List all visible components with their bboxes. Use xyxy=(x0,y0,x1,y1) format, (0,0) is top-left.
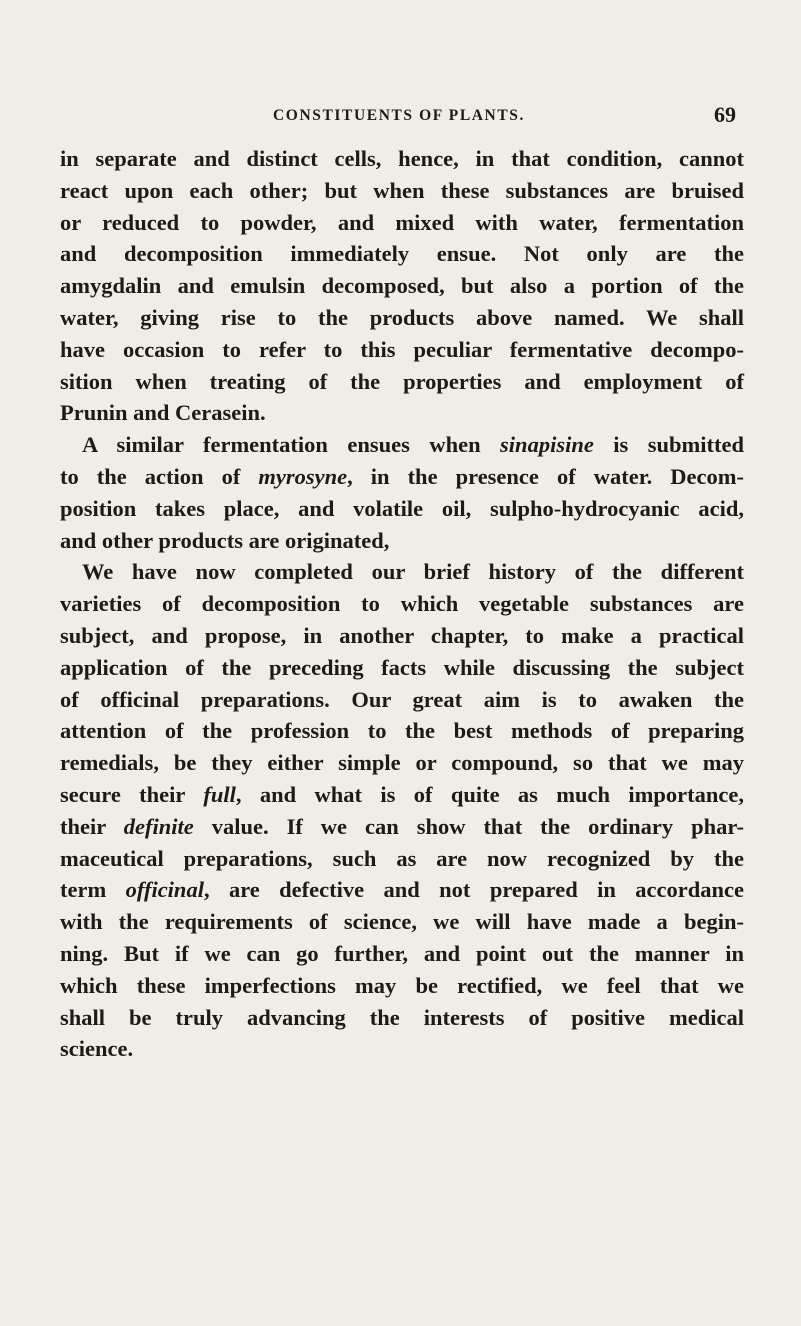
text-segment: to the action of xyxy=(60,463,259,489)
text-line: with the requirements of science, we will have made a begin- xyxy=(60,909,744,935)
text-line xyxy=(60,811,744,843)
italic-term: officinal xyxy=(125,877,204,903)
text-line: react upon each other; but when these substances are bruised xyxy=(60,177,744,203)
page-number: 69 xyxy=(714,102,736,127)
text-line: or reduced to powder, and mixed with water, fermentation xyxy=(60,209,744,235)
text-line: sition when treating of the properties and employment of xyxy=(60,368,744,394)
text-line: position takes place, and volatile oil, sulpho-hydrocyanic acid, xyxy=(60,495,744,521)
text-line: shall be truly advancing the interests of positive medical xyxy=(60,1004,744,1030)
text-line xyxy=(60,874,744,906)
text-line: in separate and distinct cells, hence, in that condition, cannot xyxy=(60,146,744,171)
italic-term: sinapisine xyxy=(500,432,594,458)
text-segment: secure their xyxy=(60,781,204,807)
text-line: ning. But if we can go further, and point out the manner in xyxy=(60,940,744,966)
text-line: and other products are originated, xyxy=(60,527,390,553)
text-line xyxy=(60,461,744,493)
text-line xyxy=(60,779,744,811)
text-line: Prunin and Cerasein. xyxy=(60,400,266,426)
text-segment: value. If we can show that the ordinary phar- xyxy=(193,813,745,839)
text-line: remedials, be they either simple or compound, so that we may xyxy=(60,750,744,776)
italic-term: myrosyne xyxy=(258,463,348,489)
text-line xyxy=(60,429,744,461)
text-line: We have now completed our brief history of the different xyxy=(82,559,744,585)
text-line: and decomposition immediately ensue. Not only are the xyxy=(60,241,744,267)
text-line: maceutical preparations, such as are now recognized by the xyxy=(60,845,744,871)
page-header xyxy=(62,102,736,129)
italic-term: definite xyxy=(123,813,194,839)
text-line: which these imperfections may be rectified, we feel that we xyxy=(60,972,744,998)
text-segment: , and what is of quite as much importance, xyxy=(235,781,744,807)
text-line: subject, and propose, in another chapter, to make a practical xyxy=(60,622,744,648)
text-line: have occasion to refer to this peculiar fermentative decompo- xyxy=(60,336,744,362)
italic-term: full xyxy=(203,781,236,807)
text-line: varieties of decomposition to which vegetable substances are xyxy=(60,591,744,617)
body-text xyxy=(60,143,744,1065)
running-title: CONSTITUENTS OF PLANTS. xyxy=(273,107,525,124)
text-segment: , in the presence of water. Decom- xyxy=(347,463,744,489)
text-line: amygdalin and emulsin decomposed, but also a portion of the xyxy=(60,273,744,299)
text-line: water, giving rise to the products above named. We shall xyxy=(60,304,744,330)
text-line: science. xyxy=(60,1036,134,1062)
text-segment: term xyxy=(60,877,126,903)
text-segment: is submitted xyxy=(593,432,744,458)
text-line: of officinal preparations. Our great aim is to awaken the xyxy=(60,686,744,712)
text-line: application of the preceding facts while discussing the subject xyxy=(60,654,744,680)
text-segment: A similar fermentation ensues when xyxy=(82,432,501,458)
text-line: attention of the profession to the best methods of preparing xyxy=(60,718,744,744)
text-segment: , are defective and not prepared in accordance xyxy=(203,877,744,903)
text-segment: their xyxy=(60,813,124,839)
